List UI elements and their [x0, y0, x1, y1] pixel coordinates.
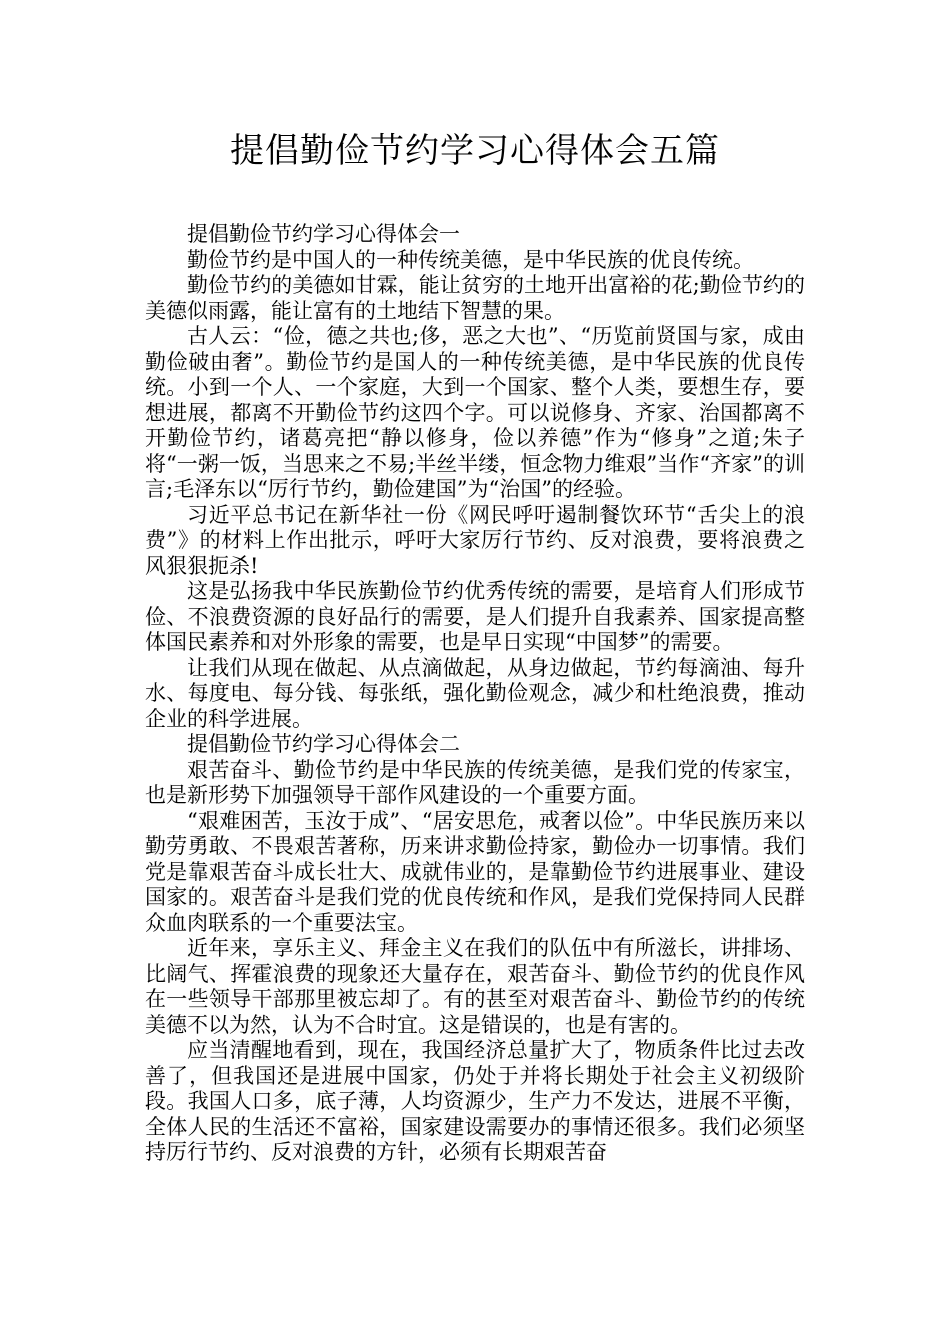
document-body — [145, 222, 805, 1166]
paragraph: “艰难困苦，玉汝于成”、“居安思危，戒奢以俭”。中华民族历来以勤劳勇敢、不畏艰苦著称，历来讲求勤俭持家，勤俭办一切事情。我们党是靠艰苦奋斗成长壮大、成就伟业的，是靠勤俭节约进展事业、建设国家的。艰苦奋斗是我们党的优良传统和作风，是我们党保持同人民群众血肉联系的一个重要法宝。 — [145, 808, 805, 935]
paragraph: 应当清醒地看到，现在，我国经济总量扩大了，物质条件比过去改善了，但我国还是进展中国家，仍处于并将长期处于社会主义初级阶段。我国人口多，底子薄，人均资源少，生产力不发达，进展不平衡，全体人民的生活还不富裕，国家建设需要办的事情还很多。我们必须坚持厉行节约、反对浪费的方针，必须有长期艰苦奋 — [145, 1038, 805, 1164]
paragraph: 艰苦奋斗、勤俭节约是中华民族的传统美德，是我们党的传家宝，也是新形势下加强领导干部作风建设的一个重要方面。 — [145, 757, 805, 807]
paragraph: 这是弘扬我中华民族勤俭节约优秀传统的需要，是培育人们形成节俭、不浪费资源的良好品行的需要，是人们提升自我素养、国家提高整体国民素养和对外形象的需要，也是早日实现“中国梦”的需要。 — [145, 579, 805, 654]
document-page — [145, 0, 805, 1166]
section-heading-1: 提倡勤俭节约学习心得体会一 — [187, 222, 460, 246]
paragraph: 勤俭节约是中国人的一种传统美德，是中华民族的优良传统。 — [187, 247, 754, 272]
paragraph: 习近平总书记在新华社一份《网民呼吁遏制餐饮环节“舌尖上的浪费”》的材料上作出批示，呼吁大家厉行节约、反对浪费，要将浪费之风狠狠扼杀! — [145, 502, 805, 578]
paragraph: 近年来，享乐主义、拜金主义在我们的队伍中有所滋长，讲排场、比阔气、挥霍浪费的现象还大量存在，艰苦奋斗、勤俭节约的优良作风在一些领导干部那里被忘却了。有的甚至对艰苦奋斗、勤俭节约的传统美德不以为然，认为不合时宜。这是错误的，也是有害的。 — [145, 936, 805, 1037]
section-heading-2: 提倡勤俭节约学习心得体会二 — [187, 732, 460, 756]
document-title: 提倡勤俭节约学习心得体会五篇 — [230, 131, 720, 171]
paragraph: 古人云：“俭，德之共也;侈，恶之大也”、“历览前贤国与家，成由勤俭破由奢”。勤俭节约是国人的一种传统美德，是中华民族的优良传统。小到一个人、一个家庭，大到一个国家、整个人类，要想生存，要想进展，都离不开勤俭节约这四个字。可以说修身、齐家、治国都离不开勤俭节约，诸葛亮把“静以修身，俭以养德”作为“修身”之道;朱子将“一粥一饭，当思来之不易;半丝半缕，恒念物力维艰”当作“齐家”的训言;毛泽东以“厉行节约，勤俭建国”为“治国”的经验。 — [145, 324, 805, 501]
paragraph: 勤俭节约的美德如甘霖，能让贫穷的土地开出富裕的花;勤俭节约的美德似雨露，能让富有的土地结下智慧的果。 — [145, 273, 805, 323]
paragraph: 让我们从现在做起、从点滴做起，从身边做起，节约每滴油、每升水、每度电、每分钱、每张纸，强化勤俭观念，减少和杜绝浪费，推动企业的科学进展。 — [145, 655, 805, 731]
